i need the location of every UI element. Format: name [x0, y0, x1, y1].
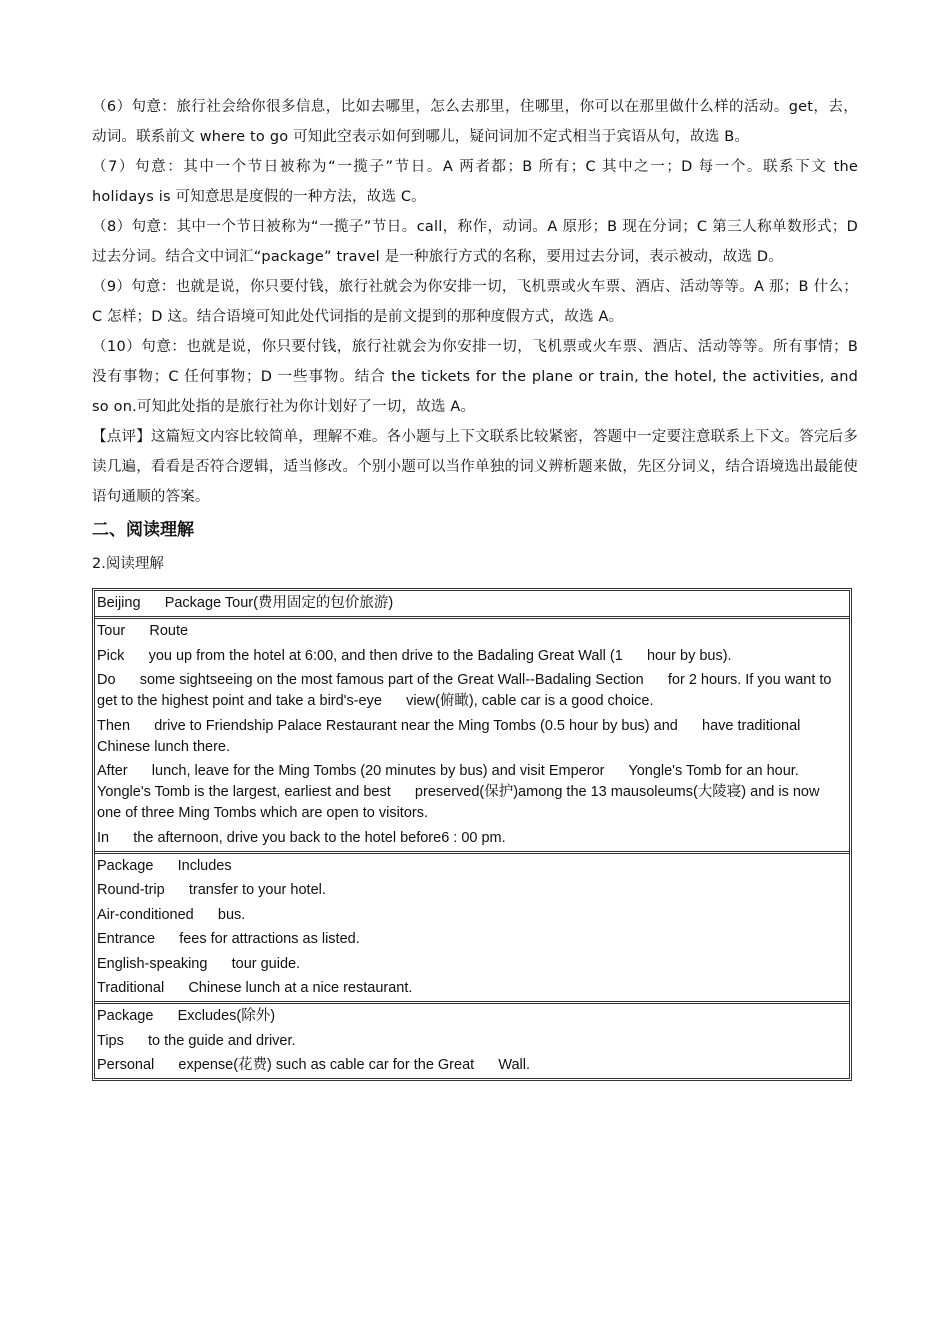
- includes-heading: Package Includes: [97, 857, 232, 874]
- explanation-9: （9）句意：也就是说，你只要付钱，旅行社就会为你安排一切，飞机票或火车票、酒店、活动等等。A 那；B 什么；C 怎样；D 这。结合语境可知此处代词指的是前文提到的那种度假方式，故选 A。: [92, 279, 858, 325]
- route-line: Do some sightseeing on the most famous part of the Great Wall--Badaling Section for 2 hours. If you want to get to the highest point and take a bird's-eye view(俯瞰), cable car is a good choice.: [97, 672, 836, 709]
- explanation-6: （6）句意：旅行社会给你很多信息，比如去哪里，怎么去那里，住哪里，你可以在那里做什么样的活动。get，去，动词。联系前文 where to go 可知此空表示如何到哪儿，疑问词加不定式相当于宾语从句，故选 B。: [92, 99, 858, 145]
- route-line: Then drive to Friendship Palace Restaurant near the Ming Tombs (0.5 hour by bus) and have traditional Chinese lunch there.: [97, 717, 805, 755]
- document-page: [92, 92, 858, 1081]
- route-heading: Tour Route: [97, 623, 189, 639]
- route-line: After lunch, leave for the Ming Tombs (20 minutes by bus) and visit Emperor Yongle's Tomb for an hour. Yongle's Tomb is the largest, earliest and best preserved(保护)among the 13 mausoleums(大陵寝) and is now one of three Ming Tombs which are open to visitors.: [97, 763, 824, 821]
- excludes-item: Personal expense(花费) such as cable car for the Great Wall.: [97, 1057, 531, 1073]
- tour-route-section: [95, 616, 849, 851]
- table-title: Beijing Package Tour(费用固定的包价旅游): [97, 595, 394, 611]
- route-line: Pick you up from the hotel at 6:00, and then drive to the Badaling Great Wall (1 hour by bus).: [97, 647, 732, 664]
- excludes-item: Tips to the guide and driver.: [97, 1032, 296, 1049]
- question-label: 2.阅读理解: [92, 556, 164, 572]
- comment-paragraph: 【点评】这篇短文内容比较简单，理解不难。各小题与上下文联系比较紧密，答题中一定要注意联系上下文。答完后多读几遍，看看是否符合逻辑，适当修改。个别小题可以当作单独的词义辨析题来做，先区分词义，结合语境选出最能使语句通顺的答案。: [92, 429, 858, 505]
- explanation-8: （8）句意：其中一个节日被称为“一揽子”节日。call，称作，动词。A 原形；B 现在分词；C 第三人称单数形式；D 过去分词。结合文中词汇“package” travel 是一种旅行方式的名称，要用过去分词，表示被动，故选 D。: [92, 219, 858, 265]
- package-excludes-section: [95, 1001, 849, 1078]
- explanation-10: （10）句意：也就是说，你只要付钱，旅行社就会为你安排一切，飞机票或火车票、酒店、活动等等。所有事情；B 没有事物；C 任何事物；D 一些事物。结合 the tickets for the plane or train, the hotel, the activities, and so on.可知此处指的是旅行社为你计划好了一切，故选 A。: [92, 339, 858, 415]
- includes-item: Air-conditioned bus.: [97, 906, 246, 923]
- includes-item: English-speaking tour guide.: [97, 955, 301, 972]
- route-line: In the afternoon, drive you back to the hotel before6 : 00 pm.: [97, 829, 506, 846]
- section-heading: 二、阅读理解: [92, 520, 194, 540]
- includes-item: Round-trip transfer to your hotel.: [97, 882, 326, 898]
- table-title-section: [95, 591, 849, 616]
- includes-item: Entrance fees for attractions as listed.: [97, 931, 360, 947]
- tour-table: [92, 588, 852, 1081]
- package-includes-section: [95, 851, 849, 1002]
- includes-item: Traditional Chinese lunch at a nice restaurant.: [97, 980, 413, 996]
- excludes-heading: Package Excludes(除外): [97, 1008, 276, 1024]
- explanation-7: （7）句意：其中一个节日被称为“一揽子”节日。A 两者都；B 所有；C 其中之一；D 每一个。联系下文 the holidays is 可知意思是度假的一种方法，故选 C。: [92, 159, 858, 205]
